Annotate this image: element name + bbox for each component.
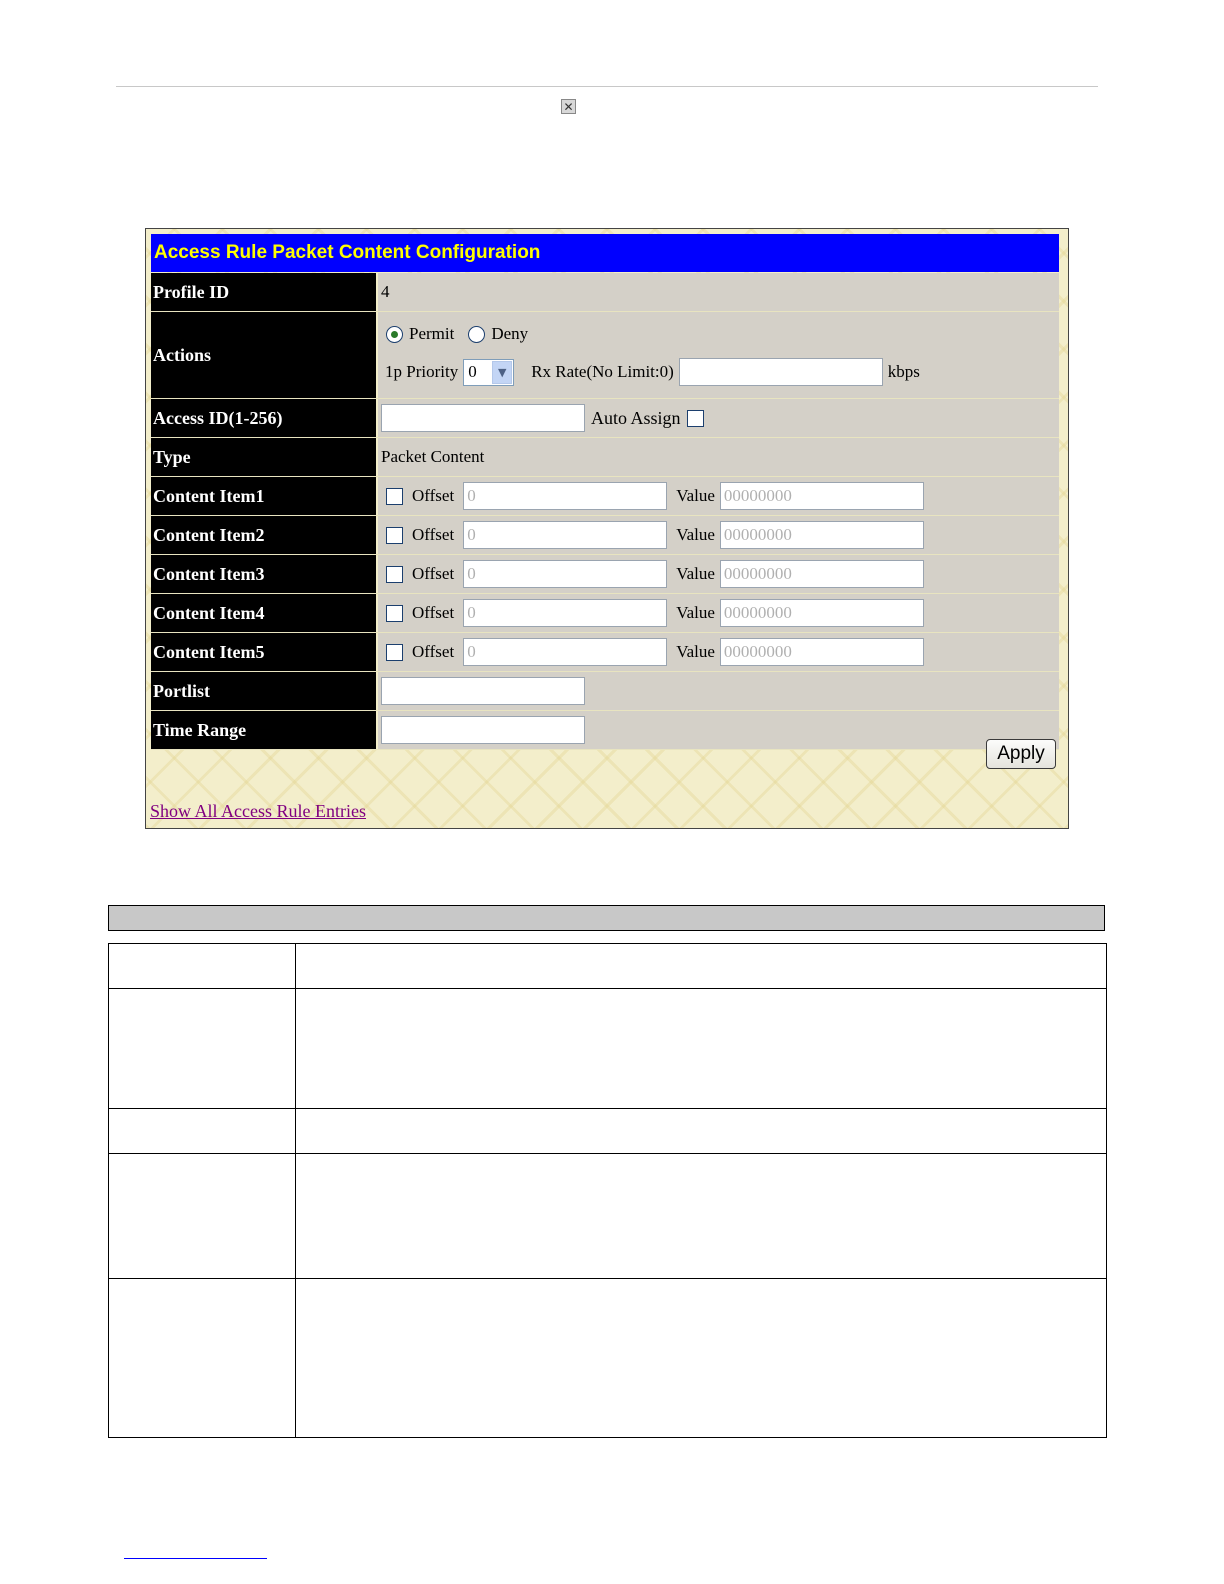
content-item-checkbox[interactable]	[386, 605, 403, 622]
access-id-label: Access ID(1-256)	[151, 399, 376, 437]
profile-id-value: 4	[376, 273, 1059, 311]
value-label: Value	[676, 642, 715, 661]
row-actions	[151, 312, 1059, 399]
content-item-value	[376, 516, 1059, 554]
profile-id-label: Profile ID	[151, 273, 376, 311]
panel-title: Access Rule Packet Content Configuration	[151, 234, 1059, 272]
row-content-item	[151, 633, 1059, 672]
content-item-value	[376, 633, 1059, 671]
offset-label: Offset	[412, 486, 455, 505]
apply-button[interactable]: Apply	[986, 739, 1056, 769]
row-content-item	[151, 477, 1059, 516]
rx-rate-label: Rx Rate(No Limit:0)	[531, 362, 674, 381]
kbps-label: kbps	[887, 362, 920, 381]
row-type	[151, 438, 1059, 477]
content-item-label: Content Item2	[151, 516, 376, 554]
offset-input[interactable]: 0	[463, 638, 667, 666]
value-label: Value	[676, 486, 715, 505]
offset-label: Offset	[412, 564, 455, 583]
table-row	[109, 944, 1107, 989]
table-cell	[109, 1279, 296, 1438]
priority-select-value: 0	[468, 362, 477, 381]
row-portlist	[151, 672, 1059, 711]
row-time-range	[151, 711, 1059, 750]
time-range-value	[376, 711, 1059, 749]
portlist-input[interactable]	[381, 677, 585, 705]
table-row	[109, 989, 1107, 1109]
config-rows	[151, 273, 1059, 750]
priority-label: 1p Priority	[385, 362, 459, 381]
permit-label: Permit	[409, 324, 455, 343]
table-cell	[296, 944, 1107, 989]
content-item-label: Content Item4	[151, 594, 376, 632]
table-row	[109, 1154, 1107, 1279]
offset-input[interactable]: 0	[463, 521, 667, 549]
value-label: Value	[676, 603, 715, 622]
rx-rate-input[interactable]	[679, 358, 883, 386]
top-divider	[116, 86, 1098, 87]
offset-label: Offset	[412, 603, 455, 622]
auto-assign-label: Auto Assign	[591, 407, 681, 428]
table-cell	[109, 944, 296, 989]
table-cell	[296, 989, 1107, 1109]
offset-label: Offset	[412, 525, 455, 544]
content-item-label: Content Item1	[151, 477, 376, 515]
content-item-value	[376, 555, 1059, 593]
content-item-checkbox[interactable]	[386, 488, 403, 505]
row-content-item	[151, 555, 1059, 594]
content-item-value	[376, 594, 1059, 632]
description-table-header	[108, 905, 1105, 931]
table-cell	[296, 1109, 1107, 1154]
row-access-id	[151, 399, 1059, 438]
table-cell	[109, 1109, 296, 1154]
actions-label: Actions	[151, 312, 376, 398]
value-input[interactable]: 00000000	[720, 560, 924, 588]
actions-value	[376, 312, 1059, 398]
show-all-entries-link[interactable]: Show All Access Rule Entries	[150, 801, 366, 821]
access-id-value	[376, 399, 1059, 437]
access-id-input[interactable]	[381, 404, 585, 432]
value-input[interactable]: 00000000	[720, 482, 924, 510]
priority-rate-line	[381, 358, 920, 386]
table-cell	[109, 989, 296, 1109]
chevron-down-icon[interactable]: ▼	[492, 361, 512, 384]
content-item-label: Content Item3	[151, 555, 376, 593]
type-value: Packet Content	[376, 438, 1059, 476]
row-profile-id	[151, 273, 1059, 312]
deny-radio[interactable]	[468, 326, 485, 343]
priority-select[interactable]	[463, 359, 514, 386]
offset-label: Offset	[412, 642, 455, 661]
close-icon[interactable]: ✕	[561, 99, 576, 114]
portlist-label: Portlist	[151, 672, 376, 710]
table-cell	[109, 1154, 296, 1279]
content-item-checkbox[interactable]	[386, 644, 403, 661]
time-range-label: Time Range	[151, 711, 376, 749]
action-radios	[381, 324, 528, 344]
portlist-value	[376, 672, 1059, 710]
table-row	[109, 1279, 1107, 1438]
table-row	[109, 1109, 1107, 1154]
auto-assign-checkbox[interactable]	[687, 410, 704, 427]
access-rule-panel	[145, 228, 1069, 829]
footer-link-underline[interactable]	[124, 1558, 267, 1559]
row-content-item	[151, 594, 1059, 633]
row-content-item	[151, 516, 1059, 555]
value-input[interactable]: 00000000	[720, 521, 924, 549]
table-cell	[296, 1154, 1107, 1279]
time-range-input[interactable]	[381, 716, 585, 744]
content-item-label: Content Item5	[151, 633, 376, 671]
offset-input[interactable]: 0	[463, 482, 667, 510]
type-label: Type	[151, 438, 376, 476]
offset-input[interactable]: 0	[463, 599, 667, 627]
content-item-checkbox[interactable]	[386, 527, 403, 544]
content-item-checkbox[interactable]	[386, 566, 403, 583]
permit-radio[interactable]	[386, 326, 403, 343]
value-input[interactable]: 00000000	[720, 599, 924, 627]
value-label: Value	[676, 525, 715, 544]
description-table	[108, 943, 1107, 1438]
offset-input[interactable]: 0	[463, 560, 667, 588]
value-label: Value	[676, 564, 715, 583]
table-cell	[296, 1279, 1107, 1438]
content-item-value	[376, 477, 1059, 515]
value-input[interactable]: 00000000	[720, 638, 924, 666]
deny-label: Deny	[491, 324, 529, 343]
